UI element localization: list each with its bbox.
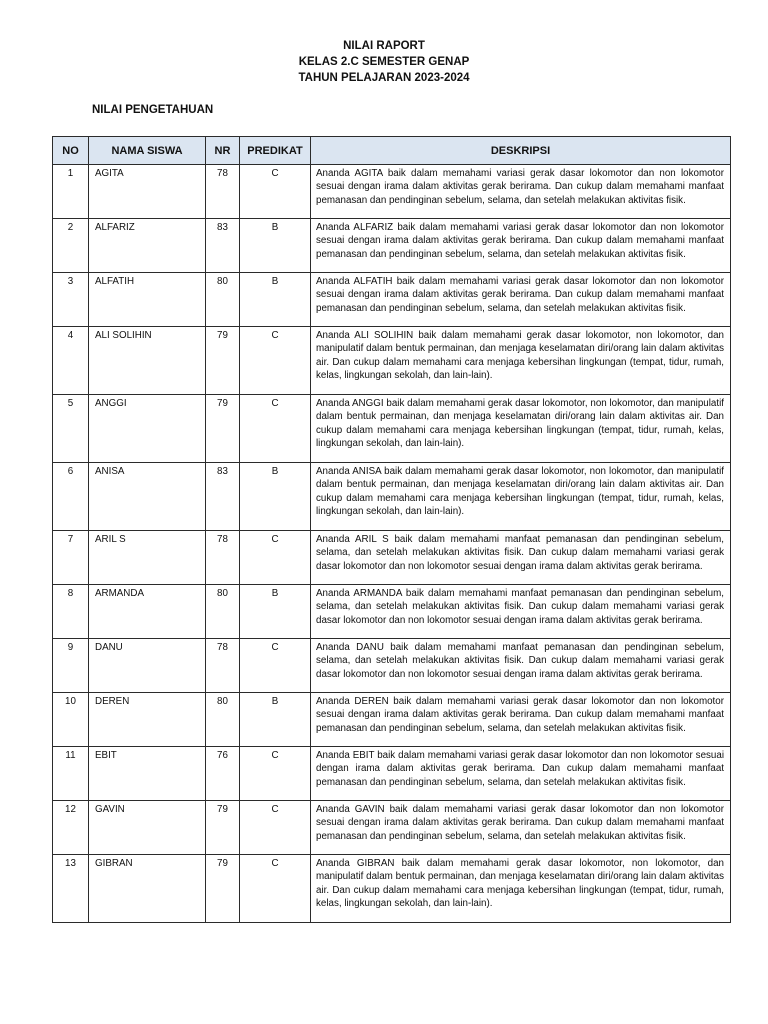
- cell-no: 10: [53, 693, 89, 747]
- table-row: [53, 531, 731, 585]
- cell-no: 2: [53, 219, 89, 273]
- report-title: NILAI RAPORT: [343, 40, 425, 52]
- cell-description: Ananda ARIL S baik dalam memahami manfaat pemanasan dan pendinginan sebelum, selama, dan setelah melakukan aktivitas fisik. Dan cukup dalam memahami variasi gerak dasar lokomotor dan non lokomotor sesuai dengan irama dalam aktivitas gerak berirama.: [311, 531, 731, 585]
- grades-table: [52, 136, 731, 923]
- cell-student-name: ANISA: [89, 463, 206, 531]
- cell-student-name: AGITA: [89, 165, 206, 219]
- cell-no: 7: [53, 531, 89, 585]
- cell-description: Ananda ALFARIZ baik dalam memahami variasi gerak dasar lokomotor dan non lokomotor sesuai dengan irama dalam aktivitas gerak berirama. Dan cukup dalam memahami manfaat pemanasan dan pendinginan sebelum, selama, dan setelah melakukan aktivitas fisik.: [311, 219, 731, 273]
- cell-predicate: C: [240, 531, 311, 585]
- cell-score: 78: [206, 165, 240, 219]
- table-row: [53, 273, 731, 327]
- column-header-predikat: PREDIKAT: [240, 137, 311, 165]
- cell-predicate: B: [240, 273, 311, 327]
- table-row: [53, 801, 731, 855]
- table-header-row: [53, 137, 731, 165]
- cell-no: 8: [53, 585, 89, 639]
- cell-student-name: ALFATIH: [89, 273, 206, 327]
- cell-predicate: C: [240, 801, 311, 855]
- table-row: [53, 585, 731, 639]
- cell-score: 79: [206, 327, 240, 395]
- cell-no: 5: [53, 395, 89, 463]
- cell-no: 12: [53, 801, 89, 855]
- cell-description: Ananda GAVIN baik dalam memahami variasi gerak dasar lokomotor dan non lokomotor sesuai dengan irama dalam aktivitas gerak berirama. Dan cukup dalam memahami manfaat pemanasan dan pendinginan sebelum, selama, dan setelah melakukan aktivitas fisik.: [311, 801, 731, 855]
- cell-student-name: GAVIN: [89, 801, 206, 855]
- column-header-nama-siswa: NAMA SISWA: [89, 137, 206, 165]
- table-row: [53, 747, 731, 801]
- cell-student-name: GIBRAN: [89, 855, 206, 923]
- report-class-semester: KELAS 2.C SEMESTER GENAP: [298, 56, 470, 68]
- cell-predicate: B: [240, 463, 311, 531]
- cell-student-name: DEREN: [89, 693, 206, 747]
- cell-student-name: ANGGI: [89, 395, 206, 463]
- cell-predicate: C: [240, 327, 311, 395]
- cell-predicate: B: [240, 693, 311, 747]
- table-row: [53, 693, 731, 747]
- cell-score: 79: [206, 801, 240, 855]
- cell-description: Ananda ALFATIH baik dalam memahami variasi gerak dasar lokomotor dan non lokomotor sesuai dengan irama dalam aktivitas gerak berirama. Dan cukup dalam memahami manfaat pemanasan dan pendinginan sebelum, selama, dan setelah melakukan aktivitas fisik.: [311, 273, 731, 327]
- cell-score: 78: [206, 531, 240, 585]
- report-school-year: TAHUN PELAJARAN 2023-2024: [298, 72, 470, 84]
- cell-score: 83: [206, 219, 240, 273]
- cell-description: Ananda ANGGI baik dalam memahami gerak dasar lokomotor, non lokomotor, dan manipulatif dalam bentuk permainan, dan menjaga keselamatan diri/orang lain dalam aktivitas air. Dan cukup dalam memahami cara menjaga kebersihan lingkungan (tempat, tidur, rumah, kelas, lingkungan sekolah, dan lain-lain).: [311, 395, 731, 463]
- cell-description: Ananda ARMANDA baik dalam memahami manfaat pemanasan dan pendinginan sebelum, selama, dan setelah melakukan aktivitas fisik. Dan cukup dalam memahami variasi gerak dasar lokomotor dan non lokomotor sesuai dengan irama dalam aktivitas gerak berirama.: [311, 585, 731, 639]
- cell-predicate: C: [240, 855, 311, 923]
- cell-student-name: DANU: [89, 639, 206, 693]
- cell-predicate: C: [240, 165, 311, 219]
- cell-score: 76: [206, 747, 240, 801]
- cell-score: 83: [206, 463, 240, 531]
- cell-no: 3: [53, 273, 89, 327]
- cell-score: 80: [206, 585, 240, 639]
- cell-description: Ananda DANU baik dalam memahami manfaat pemanasan dan pendinginan sebelum, selama, dan setelah melakukan aktivitas fisik. Dan cukup dalam memahami variasi gerak dasar lokomotor dan non lokomotor sesuai dengan irama dalam aktivitas gerak berirama.: [311, 639, 731, 693]
- cell-student-name: ARMANDA: [89, 585, 206, 639]
- column-header-nr: NR: [206, 137, 240, 165]
- cell-student-name: EBIT: [89, 747, 206, 801]
- column-header-no: NO: [53, 137, 89, 165]
- cell-predicate: B: [240, 585, 311, 639]
- cell-description: Ananda EBIT baik dalam memahami variasi gerak dasar lokomotor dan non lokomotor sesuai dengan irama dalam aktivitas gerak berirama. Dan cukup dalam memahami manfaat pemanasan dan pendinginan sebelum, selama, dan setelah melakukan aktivitas fisik.: [311, 747, 731, 801]
- cell-description: Ananda ANISA baik dalam memahami gerak dasar lokomotor, non lokomotor, dan manipulatif dalam bentuk permainan, dan menjaga keselamatan diri/orang lain dalam aktivitas air. Dan cukup dalam memahami cara menjaga kebersihan lingkungan (tempat, tidur, rumah, kelas, lingkungan sekolah, dan lain-lain).: [311, 463, 731, 531]
- cell-score: 80: [206, 693, 240, 747]
- cell-description: Ananda ALI SOLIHIN baik dalam memahami gerak dasar lokomotor, non lokomotor, dan manipulatif dalam bentuk permainan, dan menjaga keselamatan diri/orang lain dalam aktivitas air. Dan cukup dalam memahami cara menjaga kebersihan lingkungan (tempat, tidur, rumah, kelas, lingkungan sekolah, dan lain-lain).: [311, 327, 731, 395]
- cell-score: 79: [206, 855, 240, 923]
- cell-score: 78: [206, 639, 240, 693]
- cell-description: Ananda GIBRAN baik dalam memahami gerak dasar lokomotor, non lokomotor, dan manipulatif dalam bentuk permainan, dan menjaga keselamatan diri/orang lain dalam aktivitas air. Dan cukup dalam memahami cara menjaga kebersihan lingkungan (tempat, tidur, rumah, kelas, lingkungan sekolah, dan lain-lain).: [311, 855, 731, 923]
- cell-score: 80: [206, 273, 240, 327]
- column-header-deskripsi: DESKRIPSI: [311, 137, 731, 165]
- cell-no: 13: [53, 855, 89, 923]
- cell-no: 4: [53, 327, 89, 395]
- cell-description: Ananda AGITA baik dalam memahami variasi gerak dasar lokomotor dan non lokomotor sesuai dengan irama dalam aktivitas gerak berirama. Dan cukup dalam memahami manfaat pemanasan dan pendinginan sebelum, selama, dan setelah melakukan aktivitas fisik.: [311, 165, 731, 219]
- cell-predicate: C: [240, 639, 311, 693]
- cell-no: 1: [53, 165, 89, 219]
- table-row: [53, 165, 731, 219]
- cell-predicate: C: [240, 395, 311, 463]
- table-row: [53, 463, 731, 531]
- table-row: [53, 327, 731, 395]
- table-row: [53, 219, 731, 273]
- cell-predicate: C: [240, 747, 311, 801]
- cell-no: 6: [53, 463, 89, 531]
- section-title: NILAI PENGETAHUAN: [92, 104, 214, 116]
- cell-no: 11: [53, 747, 89, 801]
- report-header: [0, 38, 768, 86]
- cell-student-name: ARIL S: [89, 531, 206, 585]
- cell-student-name: ALFARIZ: [89, 219, 206, 273]
- cell-score: 79: [206, 395, 240, 463]
- cell-predicate: B: [240, 219, 311, 273]
- table-row: [53, 855, 731, 923]
- cell-student-name: ALI SOLIHIN: [89, 327, 206, 395]
- cell-no: 9: [53, 639, 89, 693]
- table-row: [53, 639, 731, 693]
- table-row: [53, 395, 731, 463]
- cell-description: Ananda DEREN baik dalam memahami variasi gerak dasar lokomotor dan non lokomotor sesuai dengan irama dalam aktivitas gerak berirama. Dan cukup dalam memahami manfaat pemanasan dan pendinginan sebelum, selama, dan setelah melakukan aktivitas fisik.: [311, 693, 731, 747]
